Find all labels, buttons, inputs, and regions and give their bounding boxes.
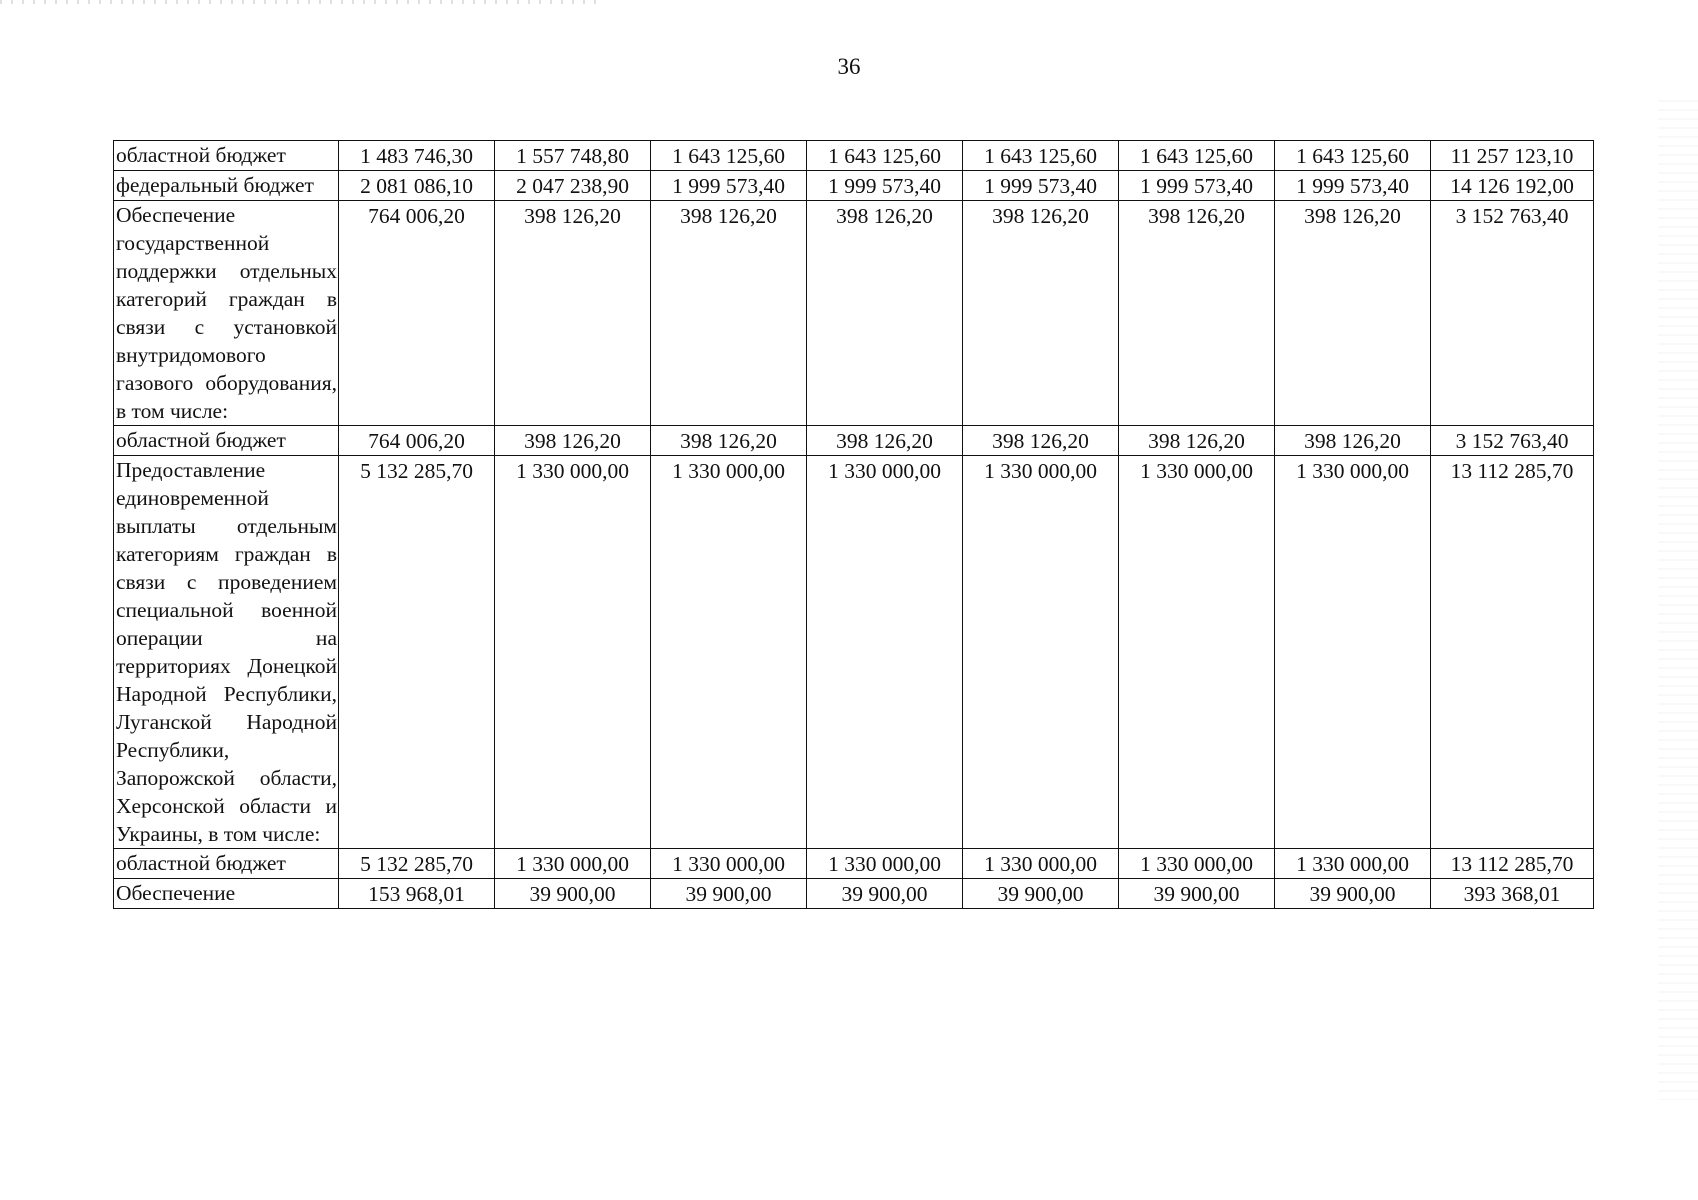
budget-table (113, 140, 1594, 909)
row-label: областной бюджет (114, 426, 339, 456)
value-cell: 39 900,00 (1275, 879, 1431, 909)
total-cell: 3 152 763,40 (1431, 426, 1594, 456)
total-cell: 3 152 763,40 (1431, 201, 1594, 426)
value-cell: 1 330 000,00 (807, 456, 963, 849)
value-cell: 764 006,20 (339, 426, 495, 456)
value-cell: 1 999 573,40 (651, 171, 807, 201)
value-cell: 1 330 000,00 (495, 456, 651, 849)
table-row (114, 879, 1594, 909)
value-cell: 153 968,01 (339, 879, 495, 909)
page-number: 36 (837, 54, 861, 79)
row-label: областной бюджет (114, 141, 339, 171)
value-cell: 398 126,20 (963, 426, 1119, 456)
value-cell: 398 126,20 (651, 201, 807, 426)
value-cell: 39 900,00 (495, 879, 651, 909)
scan-artifact-edge (1658, 100, 1698, 1100)
table-body (114, 141, 1594, 909)
row-label: Обеспечение (114, 879, 339, 909)
row-label: Обеспечение государственной поддержки отдельных категорий граждан в связи с установкой внутридомового газового оборудования, в том числе: (114, 201, 339, 426)
value-cell: 1 643 125,60 (963, 141, 1119, 171)
table-row (114, 171, 1594, 201)
table-row (114, 201, 1594, 426)
value-cell: 5 132 285,70 (339, 456, 495, 849)
value-cell: 1 330 000,00 (1119, 849, 1275, 879)
value-cell: 1 330 000,00 (1275, 849, 1431, 879)
row-label: Предоставление единовременной выплаты отдельным категориям граждан в связи с проведением специальной военной операции на территориях Донецкой Народной Республики, Луганской Народной Республики, Запорожской области, Херсонской области и Украины, в том числе: (114, 456, 339, 849)
value-cell: 1 643 125,60 (651, 141, 807, 171)
value-cell: 1 330 000,00 (1275, 456, 1431, 849)
value-cell: 764 006,20 (339, 201, 495, 426)
table-row (114, 456, 1594, 849)
total-cell: 13 112 285,70 (1431, 849, 1594, 879)
value-cell: 1 330 000,00 (651, 456, 807, 849)
value-cell: 1 557 748,80 (495, 141, 651, 171)
value-cell: 398 126,20 (963, 201, 1119, 426)
table-row (114, 426, 1594, 456)
row-label: федеральный бюджет (114, 171, 339, 201)
value-cell: 398 126,20 (1119, 201, 1275, 426)
table-row (114, 141, 1594, 171)
value-cell: 2 047 238,90 (495, 171, 651, 201)
value-cell: 398 126,20 (1275, 426, 1431, 456)
value-cell: 1 643 125,60 (1275, 141, 1431, 171)
value-cell: 1 330 000,00 (807, 849, 963, 879)
value-cell: 39 900,00 (963, 879, 1119, 909)
value-cell: 1 483 746,30 (339, 141, 495, 171)
value-cell: 39 900,00 (1119, 879, 1275, 909)
value-cell: 1 999 573,40 (963, 171, 1119, 201)
total-cell: 393 368,01 (1431, 879, 1594, 909)
value-cell: 398 126,20 (651, 426, 807, 456)
value-cell: 1 643 125,60 (1119, 141, 1275, 171)
row-label: областной бюджет (114, 849, 339, 879)
value-cell: 1 330 000,00 (495, 849, 651, 879)
value-cell: 398 126,20 (807, 201, 963, 426)
table-row (114, 849, 1594, 879)
value-cell: 1 330 000,00 (963, 849, 1119, 879)
value-cell: 1 999 573,40 (1119, 171, 1275, 201)
total-cell: 11 257 123,10 (1431, 141, 1594, 171)
value-cell: 2 081 086,10 (339, 171, 495, 201)
value-cell: 398 126,20 (495, 426, 651, 456)
total-cell: 14 126 192,00 (1431, 171, 1594, 201)
value-cell: 1 643 125,60 (807, 141, 963, 171)
value-cell: 1 330 000,00 (963, 456, 1119, 849)
scan-artifact-top (0, 0, 600, 4)
value-cell: 5 132 285,70 (339, 849, 495, 879)
value-cell: 39 900,00 (651, 879, 807, 909)
value-cell: 398 126,20 (1275, 201, 1431, 426)
value-cell: 1 999 573,40 (1275, 171, 1431, 201)
value-cell: 398 126,20 (1119, 426, 1275, 456)
value-cell: 1 330 000,00 (651, 849, 807, 879)
value-cell: 398 126,20 (495, 201, 651, 426)
value-cell: 39 900,00 (807, 879, 963, 909)
total-cell: 13 112 285,70 (1431, 456, 1594, 849)
value-cell: 1 999 573,40 (807, 171, 963, 201)
value-cell: 398 126,20 (807, 426, 963, 456)
value-cell: 1 330 000,00 (1119, 456, 1275, 849)
